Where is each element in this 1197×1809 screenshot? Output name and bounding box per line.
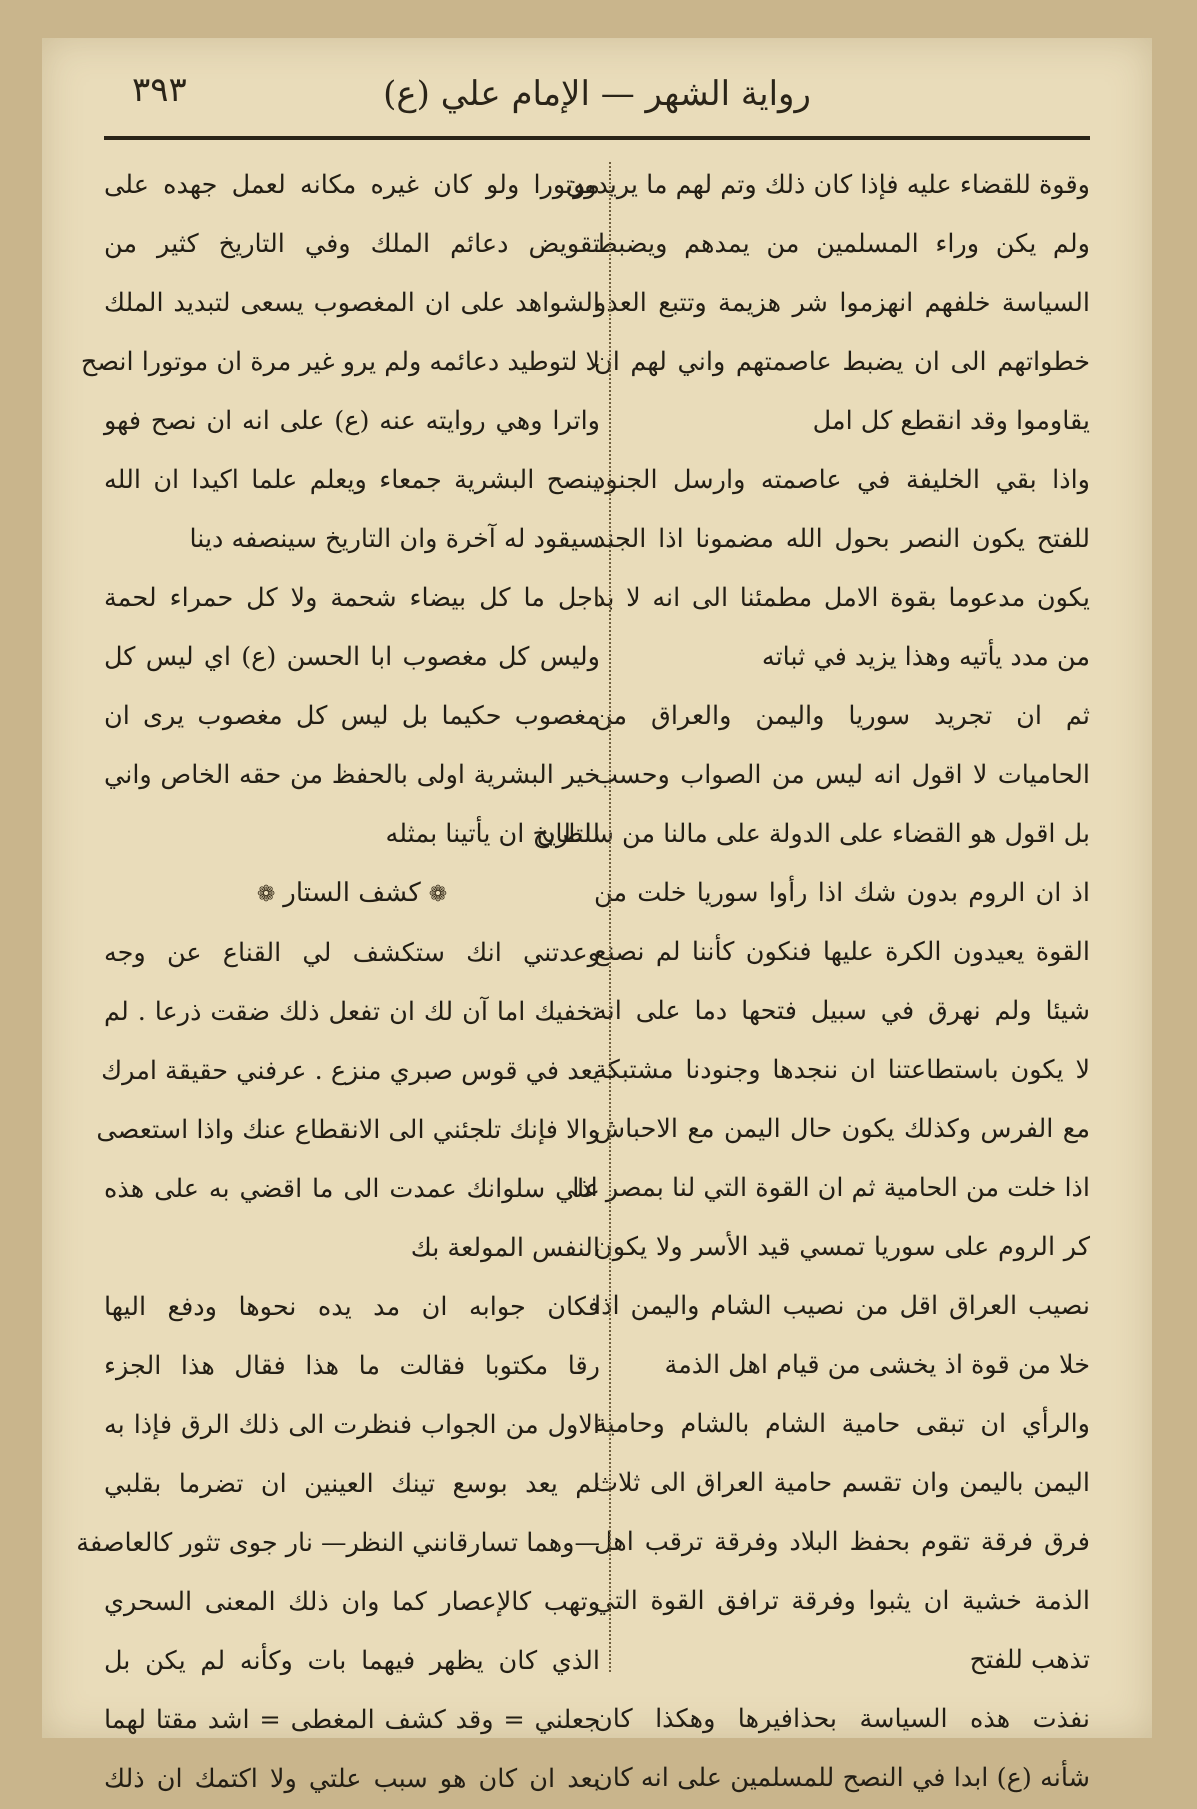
text-line: لم يعد بوسع تينك العينين ان تضرما بقلبي — [104, 1469, 600, 1499]
text-line: السياسة خلفهم انهزموا شر هزيمة وتتبع العدو — [594, 288, 1090, 318]
text-line: نصيب العراق اقل من نصيب الشام واليمن اذا — [594, 1291, 1090, 1321]
text-line: والا فإنك تلجئني الى الانقطاع عنك واذا استعصى — [96, 1115, 600, 1145]
text-line: مغصوب حكيما بل ليس كل مغصوب يرى ان — [104, 701, 600, 731]
text-line: علي سلوانك عمدت الى ما اقضي به على هذه — [104, 1174, 600, 1204]
text-line: ثم ان تجريد سوريا واليمن والعراق من — [594, 701, 1090, 731]
text-line: الذمة خشية ان يثبوا وفرقة ترافق القوة التي — [594, 1586, 1090, 1616]
text-line: للفتح يكون النصر بحول الله مضمونا اذا الجند — [594, 524, 1090, 554]
text-line: واترا وهي روايته عنه (ع) على انه ان نصح فهو — [104, 406, 600, 436]
text-line: الاول من الجواب فنظرت الى ذلك الرق فإذا به — [104, 1410, 600, 1440]
text-line: خير البشرية اولى بالحفظ من حقه الخاص واني — [104, 760, 600, 790]
text-line: القوة يعيدون الكرة عليها فنكون كأننا لم نصنع — [594, 937, 1090, 967]
text-columns — [76, 156, 1090, 1794]
text-line: فكان جوابه ان مد يده نحوها ودفع اليها — [104, 1292, 600, 1322]
text-line: شيئا ولم نهرق في سبيل فتحها دما على انه — [594, 996, 1090, 1026]
text-line: وليس كل مغصوب ابا الحسن (ع) اي ليس كل — [104, 642, 600, 672]
text-line: واذا بقي الخليفة في عاصمته وارسل الجنود — [594, 465, 1090, 495]
text-line: وتهب كالإعصار كما وان ذلك المعنى السحري — [104, 1587, 600, 1617]
text-line: اجل ما كل بيضاء شحمة ولا كل حمراء لحمة — [104, 583, 600, 613]
text-line: سيقود له آخرة وان التاريخ سينصفه دينا — [189, 524, 600, 554]
right-column — [536, 156, 1090, 1793]
left-column — [76, 156, 600, 1794]
text-line: الذي كان يظهر فيهما بات وكأنه لم يكن بل — [104, 1646, 600, 1676]
text-line: اليمن باليمن وان تقسم حامية العراق الى ثلاث — [594, 1468, 1090, 1498]
text-line: مع الفرس وكذلك يكون حال اليمن مع الاحباش — [594, 1114, 1090, 1144]
text-line: لا يكون باستطاعتنا ان ننجدها وجنودنا مشتبكة — [594, 1055, 1090, 1085]
text-line: شأنه (ع) ابدا في النصح للمسلمين على انه كان — [594, 1763, 1090, 1793]
page-number: ٣٩٣ — [132, 70, 187, 110]
text-line: والرأي ان تبقى حامية الشام بالشام وحامية — [594, 1409, 1090, 1439]
text-line: رقا مكتوبا فقالت ما هذا فقال هذا الجزء — [104, 1351, 600, 1381]
flower-ornament-icon: ❁ — [256, 882, 276, 907]
text-line: خطواتهم الى ان يضبط عاصمتهم واني لهم ان — [594, 347, 1090, 377]
text-line: تذهب للفتح — [969, 1645, 1090, 1675]
text-line: ولم يكن وراء المسلمين من يمدهم ويضبط — [594, 229, 1090, 259]
text-line: موتورا ولو كان غيره مكانه لعمل جهده على — [104, 170, 600, 200]
text-line: اذ ان الروم بدون شك اذا رأوا سوريا خلت من — [594, 878, 1090, 908]
section-heading — [104, 864, 600, 924]
text-line: يعد في قوس صبري منزع . عرفني حقيقة امرك — [101, 1056, 600, 1086]
text-line: تقويض دعائم الملك وفي التاريخ كثير من — [104, 229, 600, 259]
header-rule — [104, 136, 1090, 140]
text-line: اذا خلت من الحامية ثم ان القوة التي لنا بمصر اذا — [572, 1173, 1090, 1203]
running-title: رواية الشهر — الإمام علي (ع) — [383, 74, 811, 114]
text-line: لا لتوطيد دعائمه ولم يرو غير مرة ان موتورا انصح — [80, 347, 600, 377]
text-line: جعلني = وقد كشف المغطى = اشد مقتا لهما — [104, 1705, 600, 1735]
text-line: ينصح البشرية جمعاء ويعلم علما اكيدا ان الله — [104, 465, 600, 495]
page-header — [104, 60, 1090, 132]
section-heading-text: كشف الستار — [283, 878, 421, 908]
text-line: كر الروم على سوريا تمسي قيد الأسر ولا يكون — [594, 1232, 1090, 1262]
text-line: فرق فرقة تقوم بحفظ البلاد وفرقة ترقب اهل — [594, 1527, 1090, 1557]
text-line: يقاوموا وقد انقطع كل امل — [812, 406, 1090, 436]
text-line: يكون مدعوما بقوة الامل مطمئنا الى انه لا بد — [594, 583, 1090, 613]
text-line: من مدد يأتيه وهذا يزيد في ثباته — [761, 642, 1090, 672]
text-line: وقوة للقضاء عليه فإذا كان ذلك وتم لهم ما يريدون — [565, 170, 1090, 200]
text-line: نفذت هذه السياسة بحذافيرها وهكذا كان — [594, 1704, 1090, 1734]
text-line: بل اقول هو القضاء على الدولة على مالنا من سلطان — [536, 819, 1090, 849]
text-line: بعد ان كان هو سبب علتي ولا اكتمك ان ذلك — [104, 1764, 600, 1794]
text-line: للتاريخ ان يأتينا بمثله — [385, 819, 600, 849]
text-line: وعدتني انك ستكشف لي القناع عن وجه — [104, 938, 600, 968]
text-line: تخفيك اما آن لك ان تفعل ذلك ضقت ذرعا . لم — [104, 997, 600, 1027]
text-line: —وهما تسارقانني النظر— نار جوى تثور كالعاصفة — [76, 1528, 600, 1558]
text-line: الشواهد على ان المغصوب يسعى لتبديد الملك — [104, 288, 600, 318]
text-line: النفس المولعة بك — [410, 1233, 600, 1263]
text-line: خلا من قوة اذ يخشى من قيام اهل الذمة — [664, 1350, 1090, 1380]
column-divider — [609, 162, 611, 1672]
page-sheet — [42, 38, 1152, 1794]
text-line: الحاميات لا اقول انه ليس من الصواب وحسب — [594, 760, 1090, 790]
flower-ornament-icon: ❁ — [428, 882, 448, 907]
